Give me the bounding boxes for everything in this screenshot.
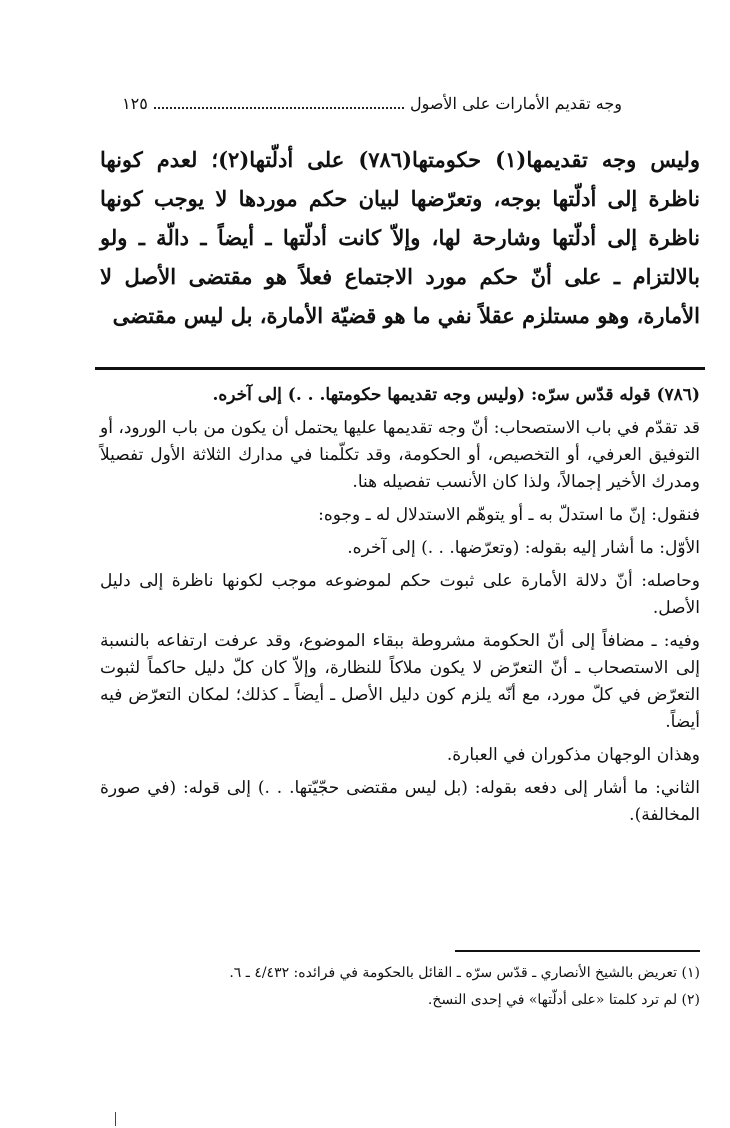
page-edge-mark: [115, 1112, 116, 1126]
footnote-2: (٢) لم ترد كلمتا «على أدلّتها» في إحدى النسخ.: [427, 992, 700, 1008]
footnote-1: (١) تعريض بالشيخ الأنصاري ـ قدّس سرّه ـ القائل بالحكومة في فرائده: ٤/٤٣٢ ـ ٦.: [229, 965, 700, 981]
footnote-separator-rule: [455, 950, 700, 952]
page-number: ١٢٥: [122, 94, 148, 113]
commentary-paragraph: وفيه: ـ مضافاً إلى أنّ الحكومة مشروطة ببقاء الموضوع، وقد عرفت ارتفاعه بالنسبة إلى الاستصحاب ـ أنّ التعرّض لا يكون ملاكاً للنظارة، وإلاّ كان كلّ دليل حاكماً لثبوت التعرّض في كلّ مورد، مع أنّه يلزم كون دليل الأصل ـ أيضاً ـ كذلك؛ لمكان التعرّض فيه أيضاً.: [100, 631, 700, 732]
footnotes: [130, 960, 700, 1014]
commentary-block: [100, 382, 700, 835]
commentary-paragraph: فنقول: إنّ ما استدلّ به ـ أو يتوهّم الاستدلال له ـ وجوه:: [318, 505, 700, 525]
commentary-paragraph: الثاني: ما أشار إلى دفعه بقوله: (بل ليس مقتضى حجّيّتها. . .) إلى قوله: (في صورة المخالفة).: [100, 778, 700, 825]
main-paragraph: وليس وجه تقديمها(١) حكومتها(٧٨٦) على أدلّتها(٢)؛ لعدم كونها ناظرة إلى أدلّتها بوجه، وتعرّضها لبيان حكم موردها لا يوجب كونها ناظرة إلى أدلّتها وشارحة لها، وإلاّ كانت أدلّتها ـ أيضاً ـ دالّة ـ ولو بالالتزام ـ على أنّ حكم مورد الاجتماع فعلاً هو مقتضى الأصل لا الأمارة، وهو مستلزم عقلاً نفي ما هو قضيّة الأمارة، بل ليس مقتضى: [100, 147, 701, 328]
commentary-paragraph: وهذان الوجهان مذكوران في العبارة.: [446, 745, 700, 765]
commentary-heading: (٧٨٦) قوله قدّس سرّه: (وليس وجه تقديمها حكومتها. . .) إلى آخره.: [212, 385, 700, 405]
leader-dots: [154, 97, 404, 109]
main-text: [100, 140, 700, 335]
main-separator-rule: [95, 367, 705, 370]
running-title: وجه تقديم الأمارات على الأصول: [409, 94, 622, 113]
commentary-paragraph: قد تقدّم في باب الاستصحاب: أنّ وجه تقديمها عليها يحتمل أن يكون من باب الورود، أو التوفيق العرفي، أو التخصيص، أو الحكومة، وقد تكلّمنا في مدارك الثلاثة الأول تفصيلاً ومدرك الأخير إجمالاً، ولذا كان الأنسب تفصيله هنا.: [100, 418, 700, 492]
running-header: [122, 94, 622, 113]
commentary-paragraph: وحاصله: أنّ دلالة الأمارة على ثبوت حكم لموضوعه موجب لكونها ناظرة إلى دليل الأصل.: [100, 571, 700, 618]
commentary-paragraph: الأوّل: ما أشار إليه بقوله: (وتعرّضها. . .) إلى آخره.: [347, 538, 700, 558]
